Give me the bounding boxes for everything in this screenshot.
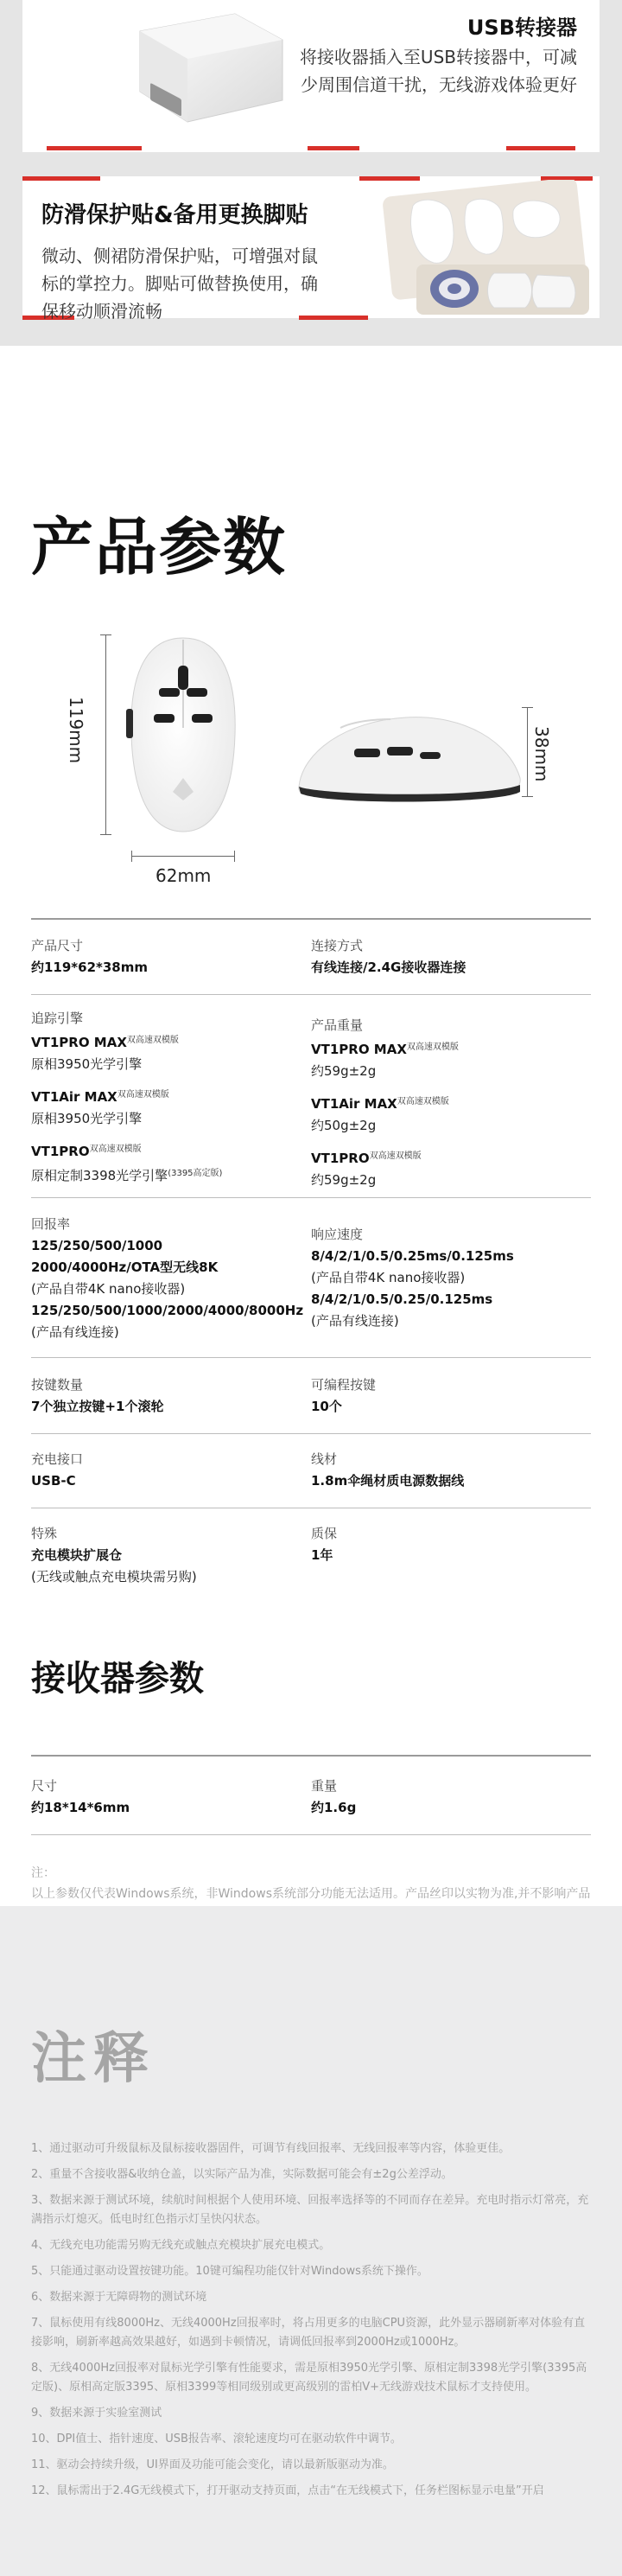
weight-tag: 双高速双模版: [369, 1151, 422, 1161]
weight-tag: 双高速双模版: [397, 1097, 449, 1106]
weight-tag: 双高速双模版: [406, 1043, 459, 1052]
length-dimension: 119mm: [66, 697, 86, 764]
length-dimension-line: [105, 634, 106, 835]
spec-response-time: [311, 1224, 587, 1332]
spec-label: 连接方式: [311, 938, 364, 953]
skates-card: [22, 176, 600, 322]
footnote-item: 3、数据来源于测试环境，续航时间根据个人使用环境、回报率选择等的不同而存在差异。充电时指示灯常亮，充满指示灯熄灭。低电时红色指示灯呈快闪状态。: [31, 2194, 589, 2226]
usb-adapter-image: [105, 5, 295, 143]
usb-adapter-description: 将接收器插入至USB转接器中，可减少周围信道干扰，无线游戏体验更好: [299, 47, 577, 95]
spec-polling-rate: [31, 1214, 316, 1343]
spec-value: 约18*14*6mm: [31, 1800, 130, 1815]
skates-description: 微动、侧裙防滑保护贴，可增强对鼠标的掌控力。脚贴可做替换使用，确保移动顺滑流畅: [41, 245, 318, 322]
polling-line: 2000/4000Hz/OTA型无线8K: [31, 1259, 219, 1275]
polling-line: 125/250/500/1000/2000/4000/8000Hz: [31, 1303, 304, 1318]
footnote-item: 12、鼠标需出于2.4G无线模式下，打开驱动支持页面，点击“在无线模式下，任务栏图标显示电量”开启: [31, 2484, 544, 2497]
table-divider: [31, 1357, 591, 1358]
spec-label: 特殊: [31, 1526, 58, 1541]
skates-title: 防滑保护贴&备用更换脚贴: [41, 202, 308, 228]
footnotes-list: [31, 2139, 591, 2508]
height-dimension: 38mm: [531, 726, 552, 782]
mouse-top-view-image: [123, 631, 244, 838]
spec-label: 回报率: [31, 1216, 71, 1232]
engine-tag: 双高速双模版: [126, 1036, 179, 1045]
spec-label: 尺寸: [31, 1778, 58, 1794]
weight-item: [311, 1145, 587, 1191]
table-divider: [31, 1834, 591, 1835]
spec-cable: [311, 1449, 587, 1492]
footnote-item: 4、无线充电功能需另购无线充或触点充模块扩展充电模式。: [31, 2239, 331, 2252]
engine-item: [31, 1030, 308, 1075]
spec-value: 7个独立按键+1个滚轮: [31, 1399, 164, 1414]
table-divider: [31, 994, 591, 995]
spec-note: (无线或触点充电模块需另购): [31, 1569, 197, 1584]
spec-size: [31, 935, 290, 979]
table-divider: [31, 1755, 591, 1757]
footnote-item: 6、数据来源于无障碍物的测试环境: [31, 2291, 207, 2304]
engine-desc: 原相3950光学引擎: [31, 1111, 143, 1126]
response-line: (产品有线连接): [311, 1313, 399, 1329]
height-dimension-line: [527, 707, 528, 797]
spec-buttons: [31, 1374, 290, 1418]
weight-value: 约50g±2g: [311, 1118, 377, 1133]
footnote-item: 11、驱动会持续升级，UI界面及功能可能会变化，请以最新版驱动为准。: [31, 2458, 394, 2471]
footnote-item: 8、无线4000Hz回报率对鼠标光学引擎有性能要求，需是原相3950光学引擎、原相定制3398光学引擎(3395高定版)、原相高定版3395、原相3399等相同级别或更高级别的雷柏V+无线游戏技术鼠标才支持使用。: [31, 2362, 587, 2394]
spec-connection: [311, 935, 587, 979]
spec-label: 按键数量: [31, 1377, 84, 1393]
footnote-item: 1、通过驱动可升级鼠标及鼠标接收器固件，可调节有线回报率、无线回报率等内容，体验更佳。: [31, 2142, 511, 2155]
engine-model: VT1PRO: [31, 1144, 90, 1159]
spec-engine: [31, 1008, 308, 1187]
response-line: (产品自带4K nano接收器): [311, 1270, 466, 1285]
mouse-side-view-image: [294, 709, 527, 813]
product-params-heading: 产品参数: [31, 511, 288, 583]
spec-receiver-weight: [311, 1776, 570, 1819]
spec-value: 有线连接/2.4G接收器连接: [311, 960, 466, 975]
spec-label: 质保: [311, 1526, 338, 1541]
spec-value: 约1.6g: [311, 1800, 357, 1815]
width-dimension-line: [131, 856, 235, 857]
spec-value: 充电模块扩展仓: [31, 1547, 123, 1563]
spec-label: 产品尺寸: [31, 938, 84, 953]
engine-item: [31, 1138, 308, 1187]
spec-programmable: [311, 1374, 570, 1418]
spec-label: 线材: [311, 1451, 338, 1467]
weight-item: [311, 1091, 587, 1137]
usb-adapter-title: USB转接器: [466, 16, 577, 40]
spec-special: [31, 1523, 308, 1588]
spec-value: 1年: [311, 1547, 333, 1563]
response-line: 8/4/2/1/0.5/0.25ms/0.125ms: [311, 1248, 514, 1264]
engine-model: VT1PRO MAX: [31, 1035, 127, 1050]
spec-value: 10个: [311, 1399, 342, 1414]
note-text: 以上参数仅代表Windows系统，非Windows系统部分功能无法适用。产品丝印以实物为准,并不影响产品: [31, 1887, 591, 1901]
note-label: 注：: [31, 1866, 55, 1880]
weight-value: 约59g±2g: [311, 1063, 377, 1079]
spec-warranty: [311, 1523, 570, 1566]
table-divider: [31, 1197, 591, 1198]
spec-value: USB-C: [31, 1473, 76, 1489]
weight-model: VT1Air MAX: [311, 1096, 397, 1112]
spec-receiver-size: [31, 1776, 290, 1819]
feature-area: [0, 0, 622, 346]
response-line: 8/4/2/1/0.5/0.25/0.125ms: [311, 1291, 493, 1307]
footnote-item: 5、只能通过驱动设置按键功能。10键可编程功能仅针对Windows系统下操作。: [31, 2265, 428, 2278]
footnotes-heading: 注释: [31, 2027, 156, 2091]
skates-image: [365, 180, 589, 315]
engine-note: (3395高定版): [168, 1169, 223, 1178]
engine-tag: 双高速双模版: [117, 1090, 169, 1100]
engine-desc: 原相定制3398光学引擎: [31, 1168, 168, 1183]
weight-item: [311, 1036, 587, 1082]
engine-desc: 原相3950光学引擎: [31, 1056, 143, 1072]
footnote-item: 10、DPI值士、指针速度、USB报告率、滚轮速度均可在驱动软件中调节。: [31, 2433, 402, 2445]
footnote-item: 9、数据来源于实验室测试: [31, 2407, 162, 2420]
width-dimension: 62mm: [156, 865, 212, 886]
spec-weight: [311, 1008, 587, 1191]
spec-label: 产品重量: [311, 1017, 364, 1033]
table-divider: [31, 918, 591, 920]
polling-line: (产品自带4K nano接收器): [31, 1281, 186, 1297]
weight-model: VT1PRO MAX: [311, 1042, 407, 1057]
weight-value: 约59g±2g: [311, 1172, 377, 1188]
spec-charging-port: [31, 1449, 290, 1492]
footnote-item: 7、鼠标使用有线8000Hz、无线4000Hz回报率时，将占用更多的电脑CPU资源，此外显示器刷新率对体验有直接影响，刷新率越高效果越好，如遇到卡顿情况，请调低回报率到2000Hz或1000Hz。: [31, 2317, 586, 2349]
spec-label: 追踪引擎: [31, 1011, 84, 1026]
polling-line: (产品有线连接): [31, 1324, 119, 1340]
spec-label: 重量: [311, 1778, 338, 1794]
engine-item: [31, 1084, 308, 1130]
polling-line: 125/250/500/1000: [31, 1238, 163, 1253]
spec-label: 充电接口: [31, 1451, 84, 1467]
footnote-item: 2、重量不含接收器&收纳仓盖，以实际产品为准，实际数据可能会有±2g公差浮动。: [31, 2168, 453, 2181]
engine-tag: 双高速双模版: [89, 1145, 142, 1154]
table-divider: [31, 1433, 591, 1434]
usb-adapter-card: [22, 0, 600, 152]
spec-label: 响应速度: [311, 1227, 364, 1242]
engine-model: VT1Air MAX: [31, 1089, 117, 1105]
receiver-params-heading: 接收器参数: [31, 1659, 204, 1699]
spec-label: 可编程按键: [311, 1377, 377, 1393]
spec-value: 约119*62*38mm: [31, 960, 149, 975]
spec-value: 1.8m伞绳材质电源数据线: [311, 1473, 465, 1489]
weight-model: VT1PRO: [311, 1151, 370, 1166]
